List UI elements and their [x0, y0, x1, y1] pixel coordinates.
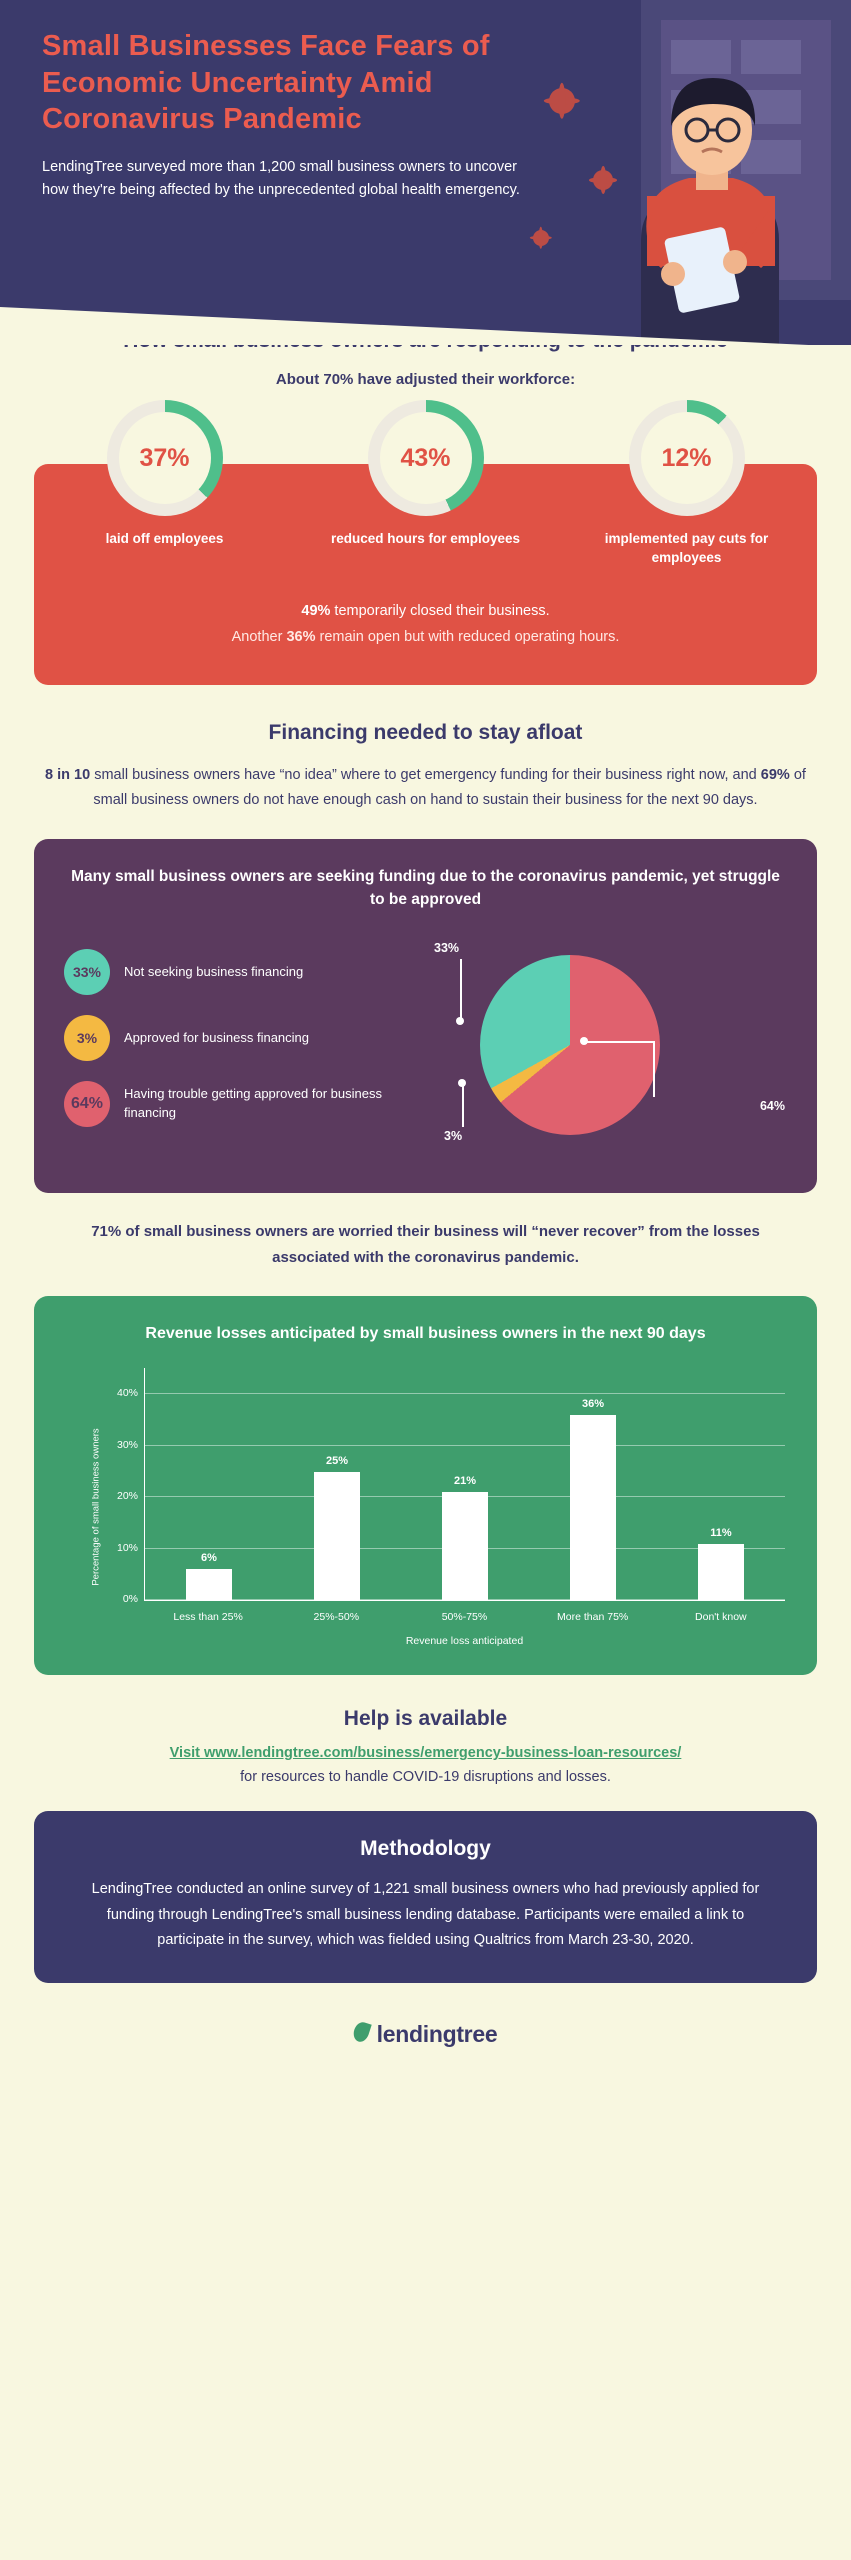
legend-label: Approved for business financing — [124, 1029, 310, 1045]
financing-text-2: of small business owners do not have enough cash on hand to sustain their business for the next 90 days. — [93, 766, 806, 808]
pie-callout-33: 33% — [434, 941, 460, 956]
pie-leader-line — [460, 959, 462, 1019]
bar-item — [151, 1368, 266, 1600]
donut-chart-12 — [629, 400, 745, 516]
donut-value: 37% — [119, 412, 211, 504]
legend-item — [64, 949, 424, 995]
help-title: Help is available — [343, 1707, 508, 1731]
revenue-bar-chart — [90, 1364, 785, 1649]
never-recover-statement: 71% of small business owners are worried their business will “never recover” from the losses associated with the coronavirus pandemic. — [91, 1223, 760, 1266]
financing-title: Financing needed to stay afloat — [268, 720, 583, 744]
closure-text: temporarily closed their business. — [330, 603, 550, 620]
donut-item — [326, 400, 526, 566]
bar-value-label: 36% — [581, 1397, 605, 1410]
hero-subtitle: LendingTree surveyed more than 1,200 small business owners to uncover how they're being affected by the unprecedented global health emergency. — [42, 158, 520, 199]
pie-leader-line — [586, 1041, 654, 1043]
bar-item — [279, 1368, 394, 1600]
responding-subtitle: About 70% have adjusted their workforce: — [275, 371, 576, 389]
methodology-title: Methodology — [360, 1837, 491, 1861]
x-tick: Less than 25% — [173, 1611, 243, 1624]
hero-illustration — [521, 0, 851, 345]
legend-label: Not seeking business financing — [124, 963, 304, 979]
donut-caption: implemented pay cuts for employees — [604, 531, 769, 565]
bar — [698, 1544, 744, 1601]
bar-value-label: 11% — [710, 1526, 732, 1539]
revenue-chart-title: Revenue losses anticipated by small business owners in the next 90 days — [145, 1325, 706, 1343]
x-axis-label: Revenue loss anticipated — [405, 1635, 524, 1648]
funding-pie-panel — [34, 839, 817, 1194]
x-tick: Don't know — [695, 1611, 747, 1624]
help-section — [0, 1707, 851, 1785]
leaf-icon — [351, 2020, 371, 2044]
bar — [570, 1415, 616, 1601]
donut-item — [587, 400, 787, 566]
financing-stat-1: 8 in 10 — [45, 766, 91, 783]
pie-legend — [64, 949, 424, 1147]
methodology-body: LendingTree conducted an online survey of 1,221 small business owners who had previously applied for funding through LendingTree's small business lending database. Participants were emailed a link to participate in the survey, which was fielded using Qualtrics from March 23-30, 2020. — [91, 1881, 760, 1948]
virus-decoration — [533, 230, 549, 246]
virus-decoration — [593, 170, 613, 190]
donut-chart-43 — [368, 400, 484, 516]
reduced-hours-text: remain open but with reduced operating hours. — [315, 629, 620, 646]
legend-item — [64, 1015, 424, 1061]
donut-value: 43% — [380, 412, 472, 504]
funding-pie-title: Many small business owners are seeking funding due to the coronavirus pandemic, yet struggle to be approved — [71, 867, 780, 908]
pie-chart — [480, 955, 660, 1135]
y-tick: 0% — [122, 1593, 138, 1606]
financing-section — [0, 719, 851, 813]
donut-group — [34, 400, 817, 566]
financing-stat-2: 69% — [760, 766, 790, 783]
bar-value-label: 21% — [453, 1475, 477, 1488]
donut-caption: reduced hours for employees — [330, 531, 521, 547]
legend-badge-64: 64% — [64, 1081, 110, 1127]
closure-note — [62, 598, 789, 650]
bar — [442, 1492, 488, 1600]
y-axis-label: Percentage of small business owners — [90, 1428, 102, 1586]
financing-paragraph — [44, 763, 807, 813]
hero-bottom-wedge — [0, 307, 851, 345]
bar-item — [407, 1368, 522, 1600]
resources-link[interactable] — [0, 1745, 851, 1761]
y-tick: 30% — [116, 1438, 138, 1451]
pie-leader-line — [653, 1041, 655, 1097]
footer — [0, 2021, 851, 2090]
responding-section — [0, 327, 851, 685]
reduced-hours-pct: 36% — [286, 629, 316, 646]
donut-value: 12% — [641, 412, 733, 504]
revenue-loss-panel — [34, 1296, 817, 1675]
help-subtext: for resources to handle COVID-19 disruptions and losses. — [240, 1769, 611, 1786]
bar-value-label: 6% — [201, 1552, 217, 1565]
pie-callout-3: 3% — [444, 1129, 463, 1144]
x-tick: 50%-75% — [441, 1611, 488, 1624]
methodology-panel — [34, 1811, 817, 1983]
donut-item — [65, 400, 265, 566]
bar-item — [663, 1368, 778, 1600]
legend-label: Having trouble getting approved for business financing — [124, 1086, 382, 1121]
page-title: Small Businesses Face Fears of Economic Uncertainty Amid Coronavirus Pandemic — [42, 30, 490, 136]
donut-chart-37 — [107, 400, 223, 516]
hero-text-block — [42, 28, 562, 203]
link-prefix: Visit — [169, 1745, 205, 1762]
donut-caption: laid off employees — [105, 531, 224, 547]
y-tick: 40% — [116, 1387, 138, 1400]
x-tick: More than 75% — [557, 1611, 629, 1624]
hero-section — [0, 0, 851, 345]
legend-item — [64, 1081, 424, 1127]
pie-leader-dot — [456, 1017, 464, 1025]
workforce-panel — [34, 443, 817, 684]
reduced-hours-pre: Another — [231, 629, 287, 646]
pie-leader-line — [462, 1083, 464, 1127]
illustration-person — [521, 0, 851, 345]
pie-leader-dot — [458, 1079, 466, 1087]
bar-group — [145, 1368, 785, 1600]
bar-item — [535, 1368, 650, 1600]
bar — [314, 1472, 360, 1601]
bar — [186, 1569, 232, 1600]
link-url: www.lendingtree.com/business/emergency-business-loan-resources/ — [204, 1745, 682, 1762]
closure-pct: 49% — [301, 603, 331, 620]
plot-area — [116, 1368, 785, 1606]
x-tick-group — [144, 1611, 785, 1623]
y-tick: 20% — [116, 1490, 138, 1503]
pie-chart-area — [434, 933, 787, 1163]
x-tick: 25%-50% — [313, 1611, 360, 1624]
brand-logo: lendingtree — [376, 2021, 498, 2048]
financing-text-1: small business owners have “no idea” where to get emergency funding for their business right now, and — [90, 766, 761, 783]
bar-value-label: 25% — [325, 1454, 349, 1467]
legend-badge-3: 3% — [64, 1015, 110, 1061]
legend-badge-33: 33% — [64, 949, 110, 995]
y-tick: 10% — [116, 1541, 138, 1554]
pie-callout-64: 64% — [759, 1099, 785, 1114]
